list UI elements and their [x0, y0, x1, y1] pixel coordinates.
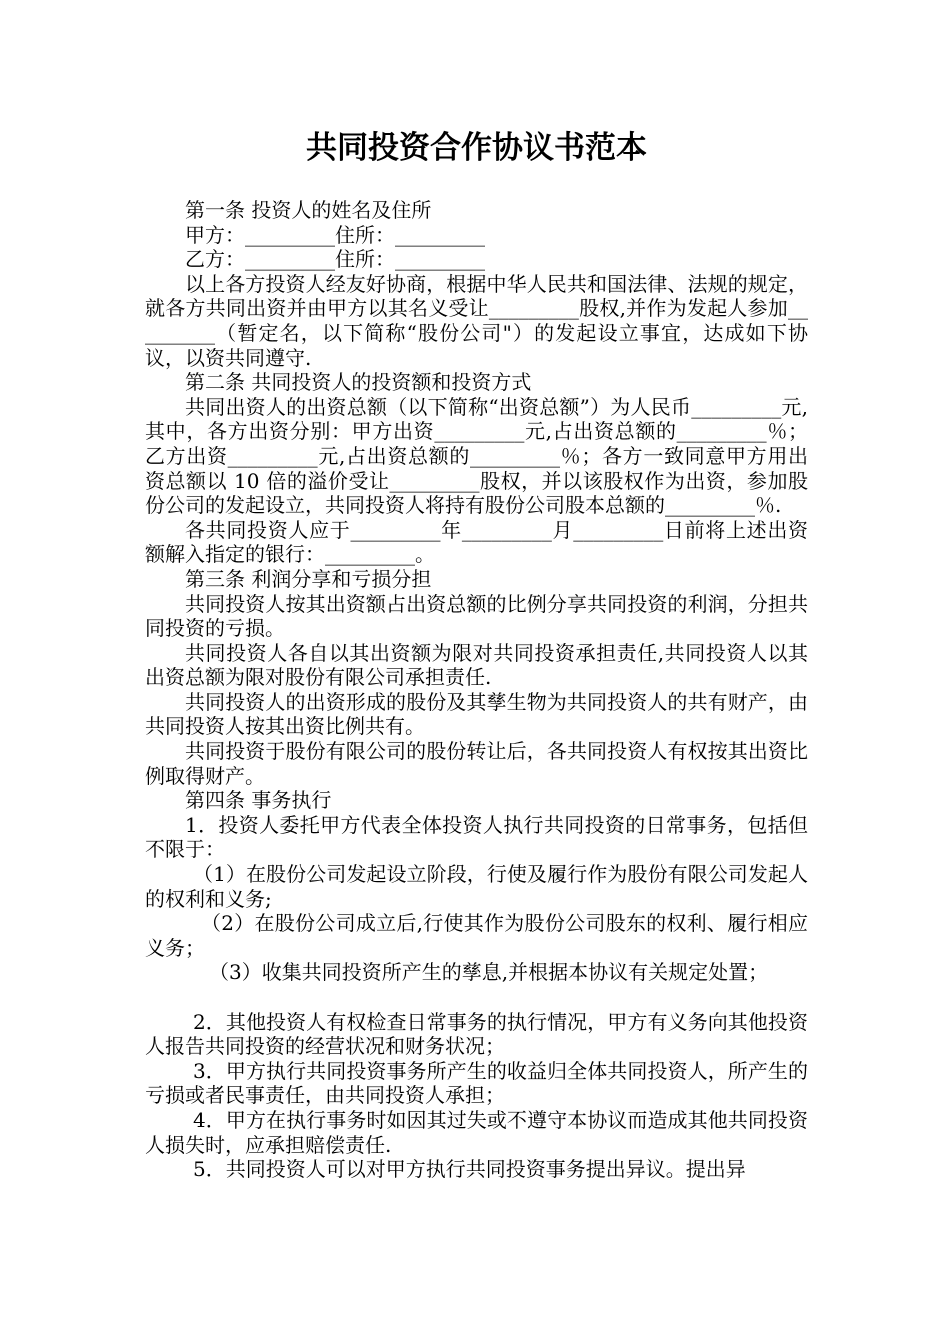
party-b-line: 乙方：_________住所：_________: [185, 247, 485, 272]
sub-clause-1: （1）在股份公司发起设立阶段，行使及履行作为股份有限公司发起人的权利和义务;: [145, 862, 808, 911]
article-4-heading: 第四条 事务执行: [185, 788, 332, 813]
clause-2: 2．其他投资人有权检查日常事务的执行情况，甲方有义务向其他投资人报告共同投资的经营状况和财务状况；: [145, 1009, 808, 1059]
joint-property-paragraph: 共同投资人的出资形成的股份及其孳生物为共同投资人的共有财产，由共同投资人按其出资比例共有。: [145, 689, 808, 739]
document-title: 共同投资合作协议书范本: [306, 130, 647, 166]
blank-line: [145, 985, 808, 1010]
sub-clause-3: （3）收集共同投资所产生的孳息,并根据本协议有关规定处置；: [209, 960, 769, 985]
liability-paragraph: 共同投资人各自以其出资额为限对共同投资承担责任,共同投资人以其出资总额为限对股份有限公司承担责任.: [145, 640, 808, 690]
article-2-heading: 第二条 共同投资人的投资额和投资方式: [185, 370, 532, 395]
party-a-line: 甲方：_________住所：_________: [185, 222, 485, 247]
investment-amount-paragraph: 共同出资人的出资总额（以下简称“出资总额”）为人民币_________元,其中，各方出资分别：甲方出资_________元,占出资总额的_________％；乙方出资_________元,占出资总额的_________％；各方一致同意甲方用出资总额以 10 倍的溢价受让_________股权，并以该股权作为出资，参加股份公司的发起设立，共同投资人将持有股份公司股本总额的_________％.: [145, 394, 808, 518]
clause-3: 3．甲方执行共同投资事务所产生的收益归全体共同投资人，所产生的亏损或者民事责任，由共同投资人承担；: [145, 1058, 808, 1108]
article-1-heading: 第一条 投资人的姓名及住所: [185, 198, 432, 222]
document-page: [145, 128, 808, 1182]
share-transfer-paragraph: 共同投资于股份有限公司的股份转让后，各共同投资人有权按其出资比例取得财产。: [145, 739, 808, 788]
profit-sharing-paragraph: 共同投资人按其出资额占出资总额的比例分享共同投资的利润，分担共同投资的亏损。: [145, 591, 808, 641]
payment-deadline-paragraph: 各共同投资人应于_________年_________月_________日前将上述出资额解入指定的银行：_________。: [145, 517, 808, 567]
clause-4: 4．甲方在执行事务时如因其过失或不遵守本协议而造成其他共同投资人损失时，应承担赔偿责任.: [145, 1107, 808, 1157]
preamble-paragraph: 以上各方投资人经友好协商，根据中华人民共和国法律、法规的规定，就各方共同出资并由甲方以其名义受让_________股权,并作为发起人参加_________（暂定名，以下简称“股份公司"）的发起设立事宜，达成如下协议，以资共同遵守.: [145, 271, 808, 370]
clause-5: 5．共同投资人可以对甲方执行共同投资事务提出异议。提出异: [193, 1157, 746, 1182]
clause-1: 1．投资人委托甲方代表全体投资人执行共同投资的日常事务，包括但不限于：: [145, 812, 808, 862]
sub-clause-2: （2）在股份公司成立后,行使其作为股份公司股东的权利、履行相应义务；: [145, 911, 808, 960]
article-3-heading: 第三条 利润分享和亏损分担: [185, 566, 432, 591]
